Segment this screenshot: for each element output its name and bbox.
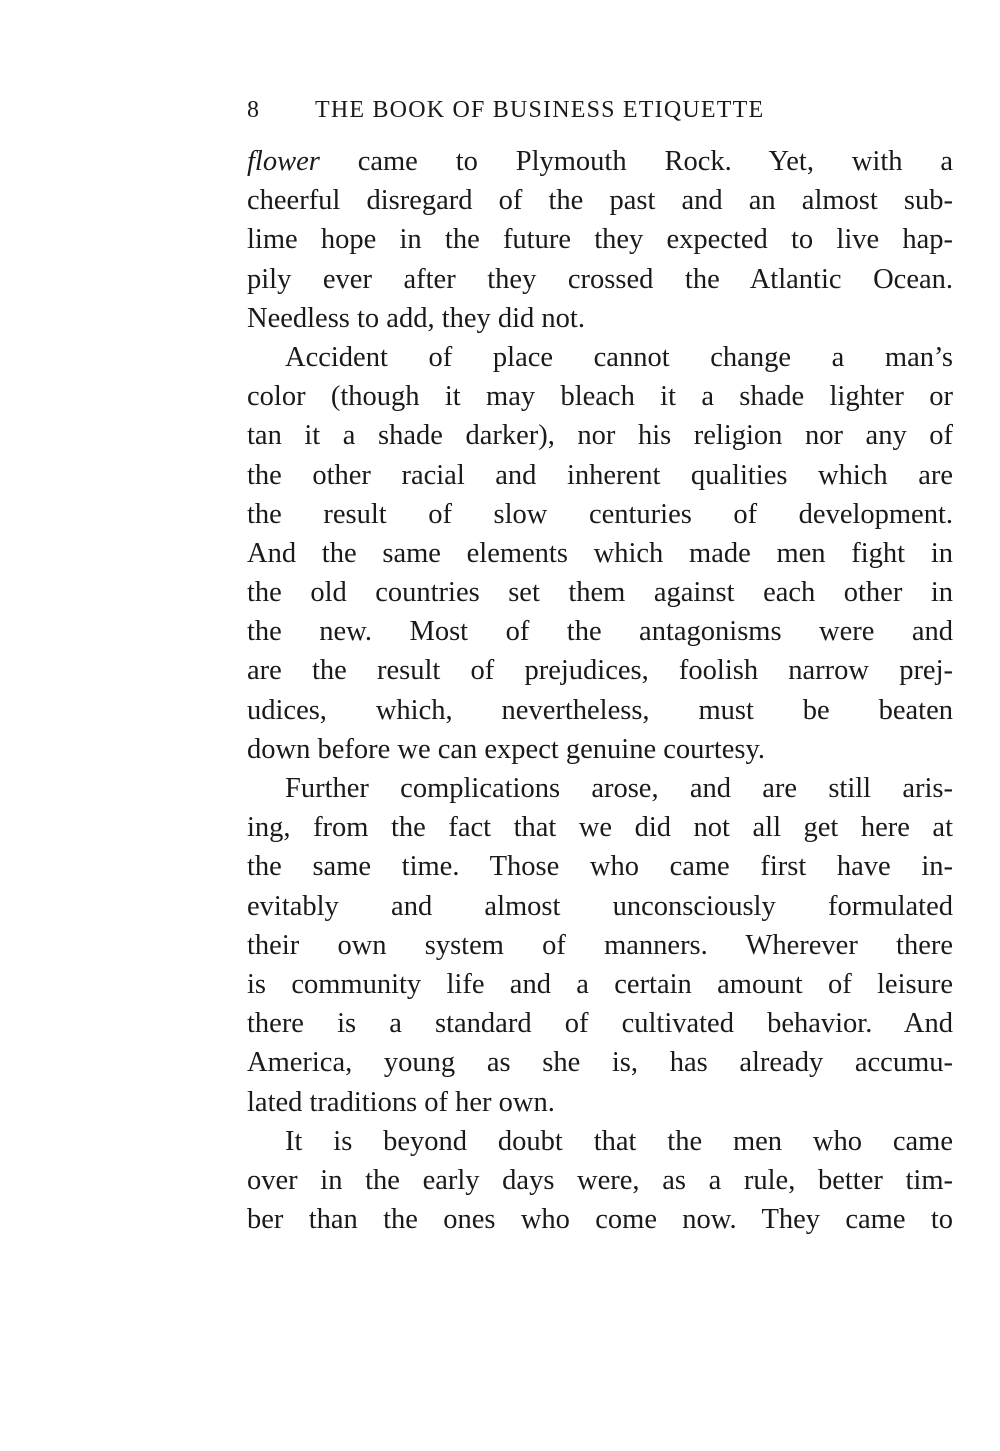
line-text: came to Plymouth Rock. Yet, with a bbox=[319, 146, 953, 177]
text-line: there is a standard of cultivated behavior. And bbox=[247, 1008, 953, 1040]
running-title: THE BOOK OF BUSINESS ETIQUETTE bbox=[315, 97, 765, 123]
paragraph-4 bbox=[247, 1122, 953, 1240]
text-line: Accident of place cannot change a man’s bbox=[285, 341, 953, 373]
text-line: evitably and almost unconsciously formulated bbox=[247, 890, 953, 922]
text-line: is community life and a certain amount of leisure bbox=[247, 968, 953, 1000]
text-line: the other racial and inherent qualities which are bbox=[247, 459, 953, 491]
text-line: udices, which, nevertheless, must be beaten bbox=[247, 694, 953, 726]
page-number: 8 bbox=[247, 97, 261, 123]
text-line: And the same elements which made men fight in bbox=[247, 537, 953, 569]
body-text bbox=[247, 142, 953, 1239]
paragraph-3 bbox=[247, 769, 953, 1122]
text-line: tan it a shade darker), nor his religion nor any of bbox=[247, 420, 953, 452]
text-line: lime hope in the future they expected to live hap- bbox=[247, 224, 953, 256]
text-line: Needless to add, they did not. bbox=[247, 302, 585, 334]
text-line: Further complications arose, and are still aris- bbox=[285, 773, 953, 804]
text-line: down before we can expect genuine courtesy. bbox=[247, 733, 766, 765]
text-line: America, young as she is, has already accumu- bbox=[247, 1047, 953, 1079]
text-line: pily ever after they crossed the Atlantic Ocean. bbox=[247, 263, 953, 295]
italic-word: flower bbox=[247, 146, 320, 177]
text-line: cheerful disregard of the past and an almost sub- bbox=[247, 185, 953, 217]
text-line: lated traditions of her own. bbox=[247, 1086, 555, 1118]
text-line: color (though it may bleach it a shade lighter or bbox=[247, 381, 953, 413]
text-line: the same time. Those who came first have in- bbox=[247, 851, 953, 883]
text-line: the old countries set them against each other in bbox=[247, 577, 953, 609]
paragraph-2 bbox=[247, 338, 953, 769]
text-line: over in the early days were, as a rule, better tim- bbox=[247, 1164, 953, 1196]
text-line: ber than the ones who come now. They came to bbox=[247, 1204, 953, 1236]
text-line: the new. Most of the antagonisms were and bbox=[247, 616, 953, 648]
paragraph-1 bbox=[247, 142, 953, 338]
text-line: are the result of prejudices, foolish narrow prej- bbox=[247, 655, 953, 687]
text-line: their own system of manners. Wherever there bbox=[247, 929, 953, 961]
text-line bbox=[247, 142, 953, 181]
text-line: the result of slow centuries of development. bbox=[247, 498, 953, 530]
running-head bbox=[247, 92, 953, 128]
text-line: It is beyond doubt that the men who came bbox=[285, 1125, 953, 1157]
text-line: ing, from the fact that we did not all get here at bbox=[247, 812, 953, 844]
